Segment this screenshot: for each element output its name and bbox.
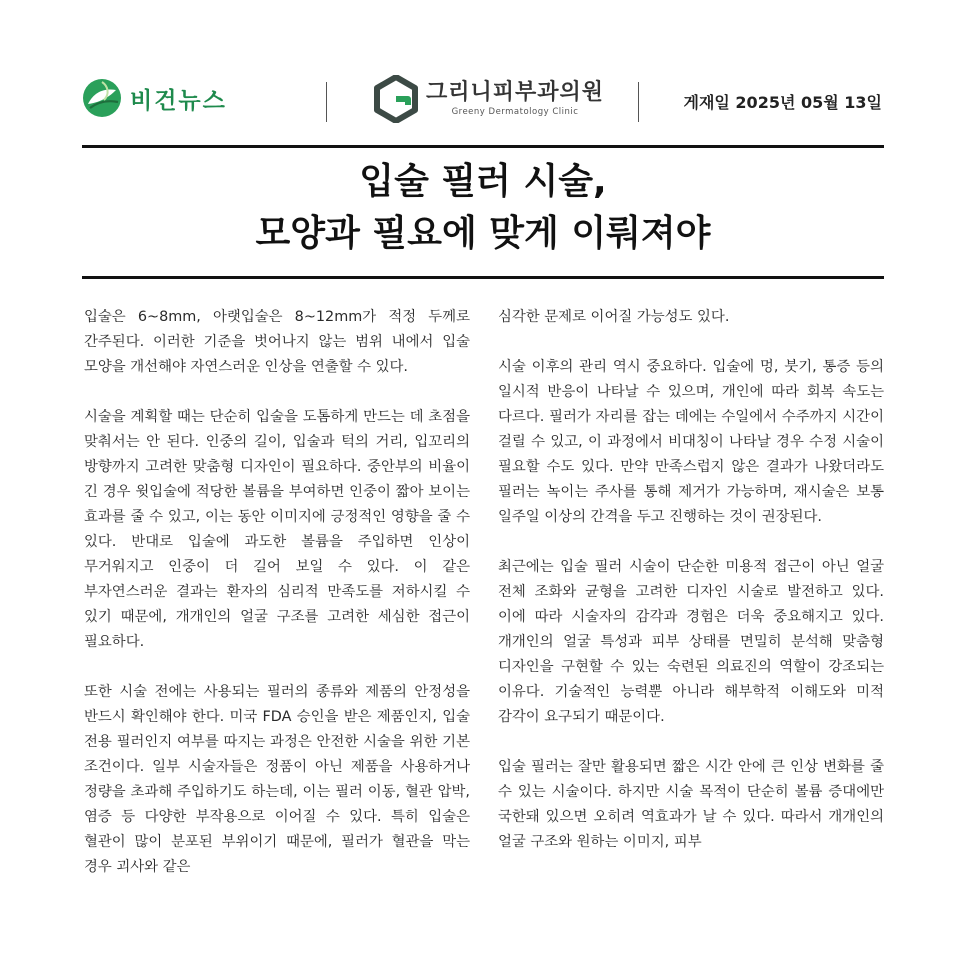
masthead [82,72,884,128]
paragraph: 또한 시술 전에는 사용되는 필러의 종류와 제품의 안정성을 반드시 확인해야 한다. 미국 FDA 승인을 받은 제품인지, 입술 전용 필러인지 여부를 따지는 과정은 안전한 시술을 위한 기본 조건이다. 일부 시술자들은 정품이 아닌 제품을 사용하거나 정량을 초과해 주입하기도 하는데, 이는 필러 이동, 혈관 압박, 염증 등 다양한 부작용으로 이어질 수 있다. 특히 입술은 혈관이 많이 분포된 부위이기 때문에, 필러가 혈관을 막는 경우 괴사와 같은 [84,684,470,875]
paragraph: 입술 필러는 잘만 활용되면 짧은 시간 안에 큰 인상 변화를 줄 수 있는 시술이다. 하지만 시술 목적이 단순히 볼륨 증대에만 국한돼 있으면 오히려 역효과가 날 수 있다. 따라서 개개인의 얼굴 구조와 원하는 이미지, 피부 [498,759,884,850]
greeny-clinic-english-name: Greeny Dermatology Clinic [451,107,579,117]
paragraph: 입술은 6~8mm, 아랫입술은 8~12mm가 적정 두께로 간주된다. 이러한 기준을 벗어나지 않는 범위 내에서 입술 모양을 개선해야 자연스러운 인상을 연출할 수 있다. [84,309,470,375]
greeny-clinic-name: 그리니피부과의원 [426,80,605,105]
paragraph: 시술 이후의 관리 역시 중요하다. 입술에 멍, 붓기, 통증 등의 일시적 반응이 나타날 수 있으며, 개인에 따라 회복 속도는 다르다. 필러가 자리를 잡는 데에는 수일에서 수주까지 시간이 걸릴 수 있고, 이 과정에서 비대칭이 나타날 경우 수정 시술이 필요할 수도 있다. 만약 만족스럽지 않은 결과가 나왔더라도 필러는 녹이는 주사를 통해 제거가 가능하며, 재시술은 보통 일주일 이상의 간격을 두고 진행하는 것이 권장된다. [498,359,884,525]
article-column-right [498,305,884,880]
publish-date: 게재일 2025년 05월 13일 [683,93,882,112]
title-top-rule [82,145,884,148]
headline-line-2: 모양과 필요에 맞게 이뤄져야 [255,213,711,254]
headline [82,156,884,260]
greeny-clinic-logo[interactable] [374,74,604,124]
paragraph: 시술을 계획할 때는 단순히 입술을 도톰하게 만드는 데 초점을 맞춰서는 안 된다. 인중의 길이, 입술과 턱의 거리, 입꼬리의 방향까지 고려한 맞춤형 디자인이 필요하다. 중안부의 비율이 긴 경우 윗입술에 적당한 볼륨을 부여하면 인중이 짧아 보이는 효과를 줄 수 있고, 이는 동안 이미지에 긍정적인 영향을 줄 수 있다. 반대로 입술에 과도한 볼륨을 주입하면 인상이 무거워지고 인중이 더 길어 보일 수 있다. 이 같은 부자연스러운 결과는 환자의 심리적 만족도를 저하시킬 수 있기 때문에, 개개인의 얼굴 구조를 고려한 세심한 접근이 필요하다. [84,409,470,650]
greeny-g-logo-icon [374,75,418,123]
headline-line-1: 입술 필러 시술, [359,161,607,202]
vegan-news-leaf-logo-icon [82,78,122,118]
article-column-left [84,305,470,905]
header-divider [638,82,639,122]
paragraph: 최근에는 입술 필러 시술이 단순한 미용적 접근이 아닌 얼굴 전체 조화와 균형을 고려한 디자인 시술로 발전하고 있다. 이에 따라 시술자의 감각과 경험은 더욱 중요해지고 있다. 개개인의 얼굴 특성과 피부 상태를 면밀히 분석해 맞춤형 디자인을 구현할 수 있는 숙련된 의료진의 역할이 강조되는 이유다. 기술적인 능력뿐 아니라 해부학적 이해도와 미적 감각이 요구되기 때문이다. [498,559,884,725]
header-divider [326,82,327,122]
paragraph: 심각한 문제로 이어질 가능성도 있다. [498,309,730,325]
vegan-news-logo[interactable] [82,76,227,120]
vegan-news-logo-text: 비건뉴스 [130,87,227,114]
title-bottom-rule [82,276,884,279]
